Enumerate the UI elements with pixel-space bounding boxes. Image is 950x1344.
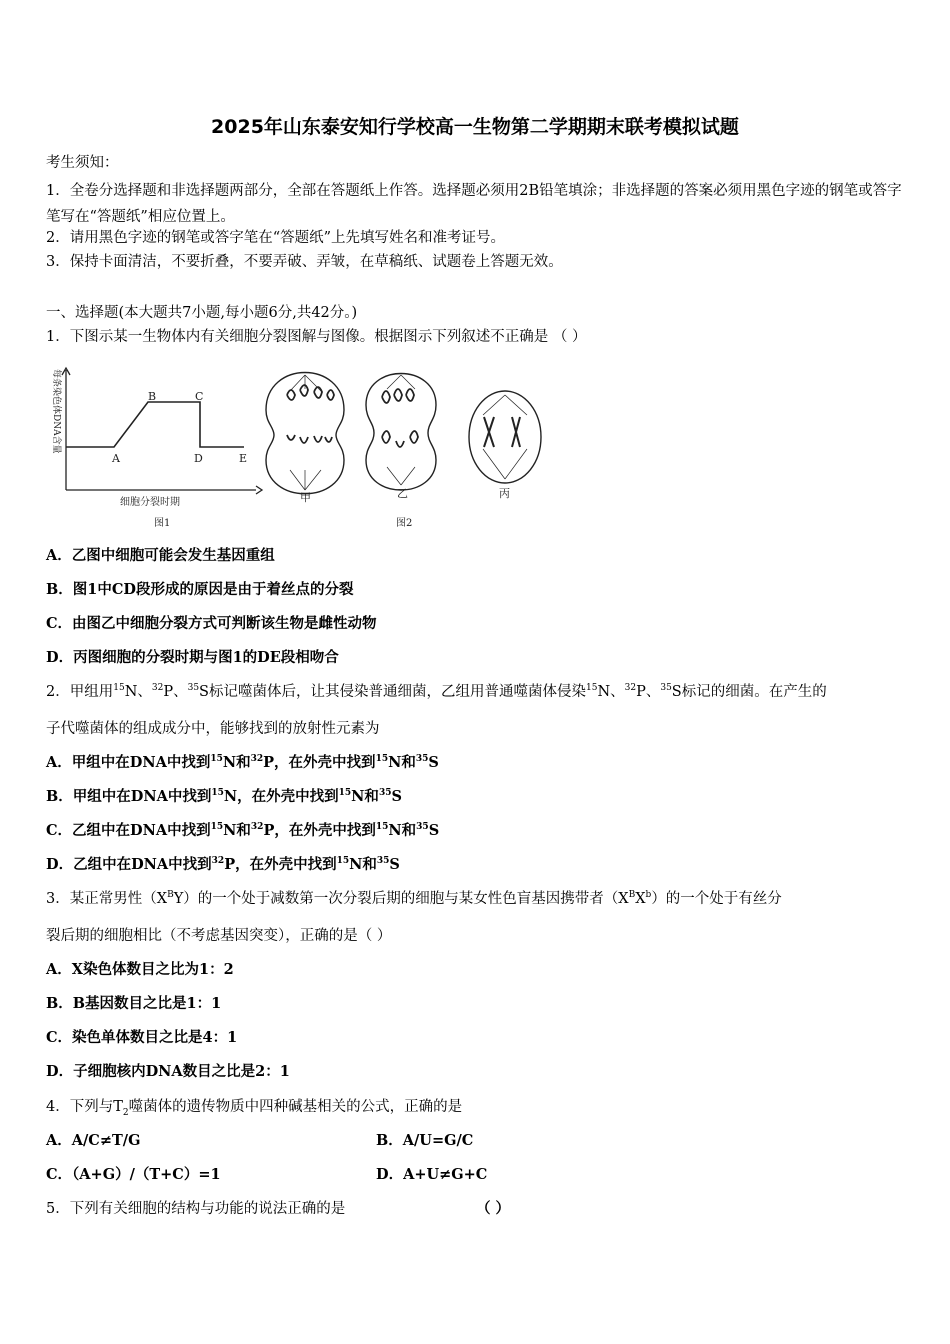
cell-yi bbox=[366, 374, 436, 491]
q2-option-a[interactable]: A．甲组中在DNA中找到$^{15}$N和$^{32}$P，在外壳中找到$^{15}$N和$^{35}$S bbox=[46, 754, 439, 771]
q5-answer-paren: （ ） bbox=[476, 1200, 511, 1217]
fig2-caption: 图2 bbox=[396, 518, 413, 529]
cell-jia bbox=[266, 373, 344, 494]
q2-stem-line2: 子代噬菌体的组成成分中，能够找到的放射性元素为 bbox=[46, 721, 380, 737]
q4-option-b[interactable]: B．A/U=G/C bbox=[376, 1132, 474, 1149]
exam-title: 2025年山东泰安知行学校高一生物第二学期期末联考模拟试题 bbox=[211, 116, 739, 138]
q1-option-a[interactable]: A．乙图中细胞可能会发生基因重组 bbox=[46, 547, 275, 564]
fig1-caption: 图1 bbox=[154, 518, 171, 529]
q1-figure bbox=[44, 355, 544, 535]
fig1-point-a: A bbox=[112, 452, 120, 465]
cell-yi-label: 乙 bbox=[397, 487, 408, 500]
notice-heading: 考生须知： bbox=[46, 155, 119, 171]
q2-option-c[interactable]: C．乙组中在DNA中找到$^{15}$N和$^{32}$P，在外壳中找到$^{15}$N和$^{35}$S bbox=[46, 822, 440, 839]
fig1-ylabel: 每条染色体DNA含量 bbox=[51, 369, 61, 454]
dna-curve bbox=[66, 402, 244, 447]
q3-option-d[interactable]: D．子细胞核内DNA数目之比是2：1 bbox=[46, 1063, 290, 1080]
fig1-xlabel: 细胞分裂时期 bbox=[120, 497, 180, 508]
q4-option-a[interactable]: A．A/C≠T/G bbox=[46, 1132, 141, 1149]
fig1-point-d: D bbox=[194, 452, 203, 465]
cell-jia-label: 甲 bbox=[300, 491, 311, 504]
q1-option-d[interactable]: D．丙图细胞的分裂时期与图1的DE段相吻合 bbox=[46, 649, 339, 666]
fig1-point-e: E bbox=[239, 452, 248, 465]
fig1-point-c: C bbox=[195, 390, 204, 403]
q4-stem: 4．下列与$T_2$噬菌体的遗传物质中四种碱基相关的公式，正确的是 bbox=[46, 1099, 463, 1118]
q3-option-c[interactable]: C．染色单体数目之比是4：1 bbox=[46, 1029, 238, 1046]
q1-stem: 1．下图示某一生物体内有关细胞分裂图解与图像。根据图示下列叙述不正确是 （ ） bbox=[46, 329, 587, 345]
q3-option-b[interactable]: B．B基因数目之比是1：1 bbox=[46, 995, 222, 1012]
q4-option-d[interactable]: D．A+U≠G+C bbox=[376, 1166, 488, 1183]
q2-option-d[interactable]: D．乙组中在DNA中找到$^{32}$P，在外壳中找到$^{15}$N和$^{35}$S bbox=[46, 856, 400, 873]
cell-bing bbox=[469, 391, 541, 483]
q2-stem: 2．甲组用$^{15}$N、$^{32}$P、$^{35}$S标记噬菌体后，让其侵染普通细菌，乙组用普通噬菌体侵染$^{15}$N、$^{32}$P、$^{35}$S标记的细菌。在产生的 bbox=[46, 683, 827, 700]
q2-option-b[interactable]: B．甲组中在DNA中找到$^{15}$N，在外壳中找到$^{15}$N和$^{35}$S bbox=[46, 788, 402, 805]
q3-option-a[interactable]: A．X染色体数目之比为1：2 bbox=[46, 961, 234, 978]
section-heading: 一、选择题(本大题共7小题,每小题6分,共42分。) bbox=[46, 305, 358, 321]
q1-option-c[interactable]: C．由图乙中细胞分裂方式可判断该生物是雌性动物 bbox=[46, 615, 377, 632]
fig1-graph bbox=[62, 368, 262, 494]
notice-item-2: 2．请用黑色字迹的钢笔或答字笔在“答题纸”上先填写姓名和准考证号。 bbox=[46, 230, 506, 246]
cell-bing-label: 丙 bbox=[499, 487, 510, 500]
q1-option-b[interactable]: B．图1中CD段形成的原因是由于着丝点的分裂 bbox=[46, 581, 354, 598]
q5-stem: 5．下列有关细胞的结构与功能的说法正确的是 bbox=[46, 1201, 346, 1217]
q4-option-c[interactable]: C．（A+G）/（T+C）=1 bbox=[46, 1166, 221, 1183]
notice-item-3: 3．保持卡面清洁，不要折叠，不要弄破、弄皱，在草稿纸、试题卷上答题无效。 bbox=[46, 254, 563, 270]
q3-stem: 3．某正常男性$(X^BY)$的一个处于减数第一次分裂后期的细胞与某女性色盲基因携带者$(X^BX^b)$的一个处于有丝分 bbox=[46, 890, 782, 907]
fig1-point-b: B bbox=[148, 390, 157, 403]
notice-item-1: 1．全卷分选择题和非选择题两部分，全部在答题纸上作答。选择题必须用2B铅笔填涂；非选择题的答案必须用黑色字迹的钢笔或答字笔写在“答题纸”相应位置上。 bbox=[46, 183, 902, 225]
q3-stem-line2: 裂后期的细胞相比（不考虑基因突变），正确的是（ ） bbox=[46, 928, 392, 944]
